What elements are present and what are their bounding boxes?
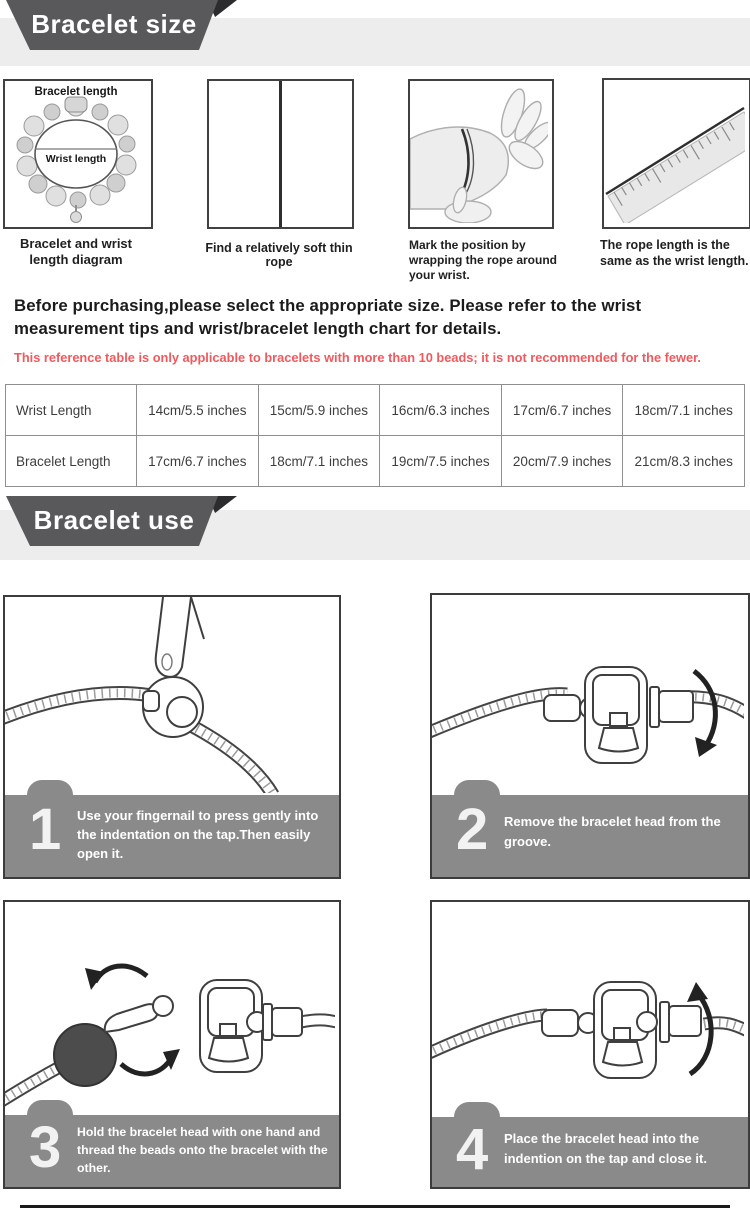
caption-rope: Find a relatively soft thin rope	[205, 241, 353, 269]
intro-text: Before purchasing,please select the appropriate size. Please refer to the wrist measurement tips and wrist/bracelet length chart for details.	[14, 296, 642, 338]
table-cell: 20cm/7.9 inches	[501, 436, 623, 487]
use-banner-ribbon	[0, 496, 245, 546]
step-panel-1	[3, 595, 341, 879]
table-cell: 18cm/7.1 inches	[258, 436, 380, 487]
wrist-wrap-box	[408, 79, 554, 229]
bump-decoration	[27, 1100, 73, 1115]
step-panel-3	[3, 900, 341, 1189]
table-row	[6, 385, 745, 436]
step4-text: Place the bracelet head into the indention on the tap and close it.	[504, 1131, 707, 1166]
use-banner-title: Bracelet use	[33, 505, 195, 535]
step3-number: 3	[29, 1115, 62, 1180]
step2-number: 2	[456, 797, 489, 862]
bump-decoration	[454, 780, 500, 795]
step2-caption-bar	[432, 795, 748, 877]
table-cell: 18cm/7.1 inches	[623, 385, 745, 436]
table-cell: 14cm/5.5 inches	[137, 385, 259, 436]
step1-number: 1	[29, 797, 62, 862]
step3-text: Hold the bracelet head with one hand and thread the beads onto the bracelet with the other.	[77, 1125, 328, 1175]
step1-text: Use your fingernail to press gently into the indentation on the tap.Then easily open it.	[77, 808, 319, 861]
row-header: Wrist Length	[6, 385, 137, 436]
step1-illustration	[5, 597, 335, 793]
table-row	[6, 436, 745, 487]
caption-ruler: The rope length is the same as the wrist length.	[600, 238, 749, 268]
step2-illustration	[432, 595, 744, 793]
size-banner-title: Bracelet size	[31, 9, 197, 39]
rope-box	[207, 79, 354, 229]
ruler-illustration	[604, 80, 745, 223]
step4-number: 4	[456, 1117, 489, 1182]
rope-illustration	[279, 81, 282, 227]
step3-illustration	[5, 902, 335, 1113]
caption-bracelet-diagram: Bracelet and wrist length diagram	[20, 236, 132, 267]
table-cell: 21cm/8.3 inches	[623, 436, 745, 487]
table-cell: 16cm/6.3 inches	[380, 385, 502, 436]
bottom-divider	[20, 1205, 730, 1208]
size-banner-ribbon	[0, 0, 245, 50]
charm-bracelet-illustration	[5, 81, 147, 223]
step4-illustration	[432, 902, 744, 1115]
bracelet-length-label: Bracelet length	[34, 86, 118, 98]
bump-decoration	[454, 1102, 500, 1117]
step2-text: Remove the bracelet head from the groove.	[504, 814, 721, 849]
step4-caption-bar	[432, 1117, 748, 1187]
wrist-wrap-illustration	[410, 81, 548, 223]
step1-caption-bar	[5, 795, 339, 877]
caption-wrap: Mark the position by wrapping the rope around your wrist.	[409, 238, 558, 282]
size-table	[5, 384, 745, 487]
bump-decoration	[27, 780, 73, 795]
step-panel-2	[430, 593, 750, 879]
warning-text: This reference table is only applicable to bracelets with more than 10 beads; it is not recommended for the fewer.	[14, 350, 701, 365]
wrist-length-label: Wrist length	[45, 153, 107, 165]
step3-caption-bar	[5, 1115, 339, 1187]
ruler-box	[602, 78, 750, 229]
table-cell: 15cm/5.9 inches	[258, 385, 380, 436]
row-header: Bracelet Length	[6, 436, 137, 487]
table-cell: 17cm/6.7 inches	[137, 436, 259, 487]
table-cell: 19cm/7.5 inches	[380, 436, 502, 487]
step-panel-4	[430, 900, 750, 1189]
bracelet-diagram-box	[3, 79, 153, 229]
table-cell: 17cm/6.7 inches	[501, 385, 623, 436]
